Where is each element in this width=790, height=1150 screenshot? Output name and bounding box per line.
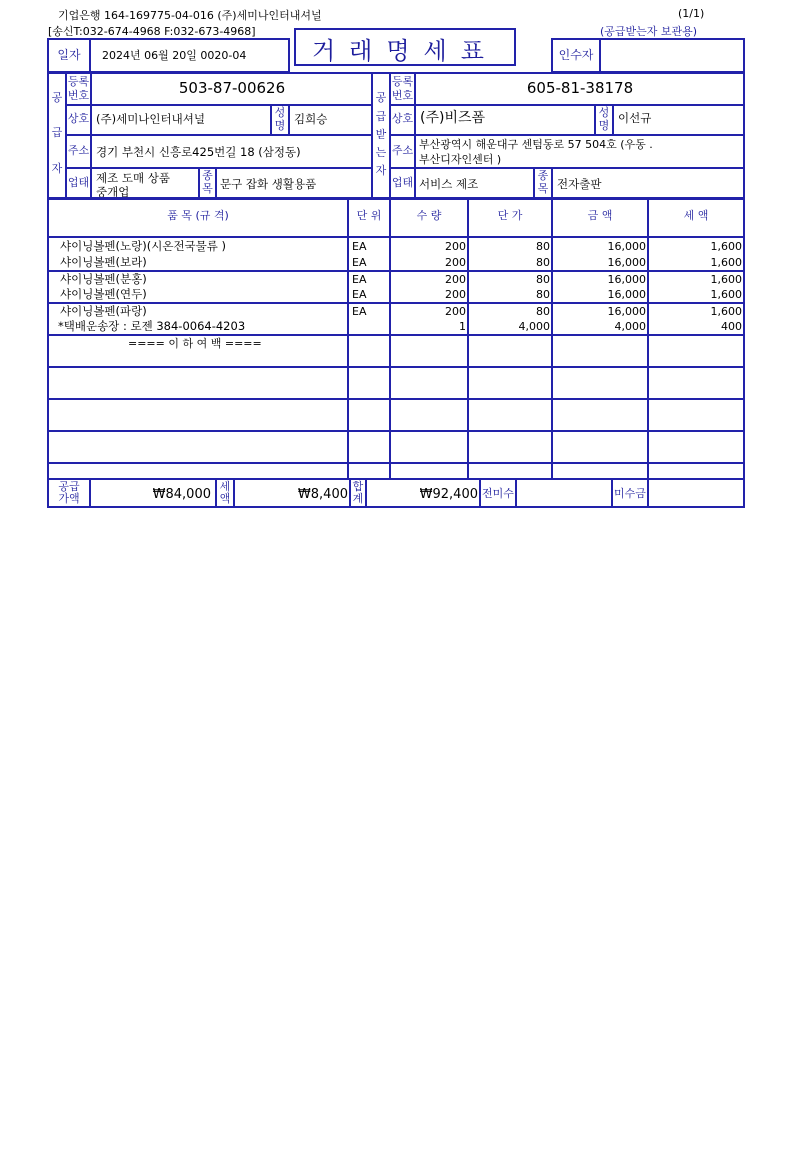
item-price: 80 [536,256,550,269]
buyer-category-label-1: 종 [537,169,549,182]
item-tax: 1,600 [710,273,742,286]
col-unit-header: 단 위 [356,209,382,222]
item-name: 샤이닝볼펜(노랑)(시온전국물류 ) [60,239,227,253]
col-tax-header: 세 액 [683,209,709,222]
buyer-label-5: 자 [375,164,387,177]
page-indicator: (1/1) [678,7,705,20]
item-unit: EA [352,288,367,301]
item-amount: 16,000 [607,256,646,269]
item-tax: 1,600 [710,288,742,301]
buyer-company: (주)비즈폼 [420,110,486,126]
buyer-label-3: 받 [375,128,387,141]
item-name: 샤이닝볼펜(연두) [60,287,147,301]
supplier-label-1: 공 [51,91,63,104]
blank-note: ==== 이 하 여 백 ==== [128,337,262,350]
supplier-reg-number: 503-87-00626 [178,79,286,97]
col-qty-header: 수 량 [416,209,442,222]
buyer-category-label-2: 목 [537,182,549,195]
item-unit: EA [352,256,367,269]
item-name: 샤이닝볼펜(보라) [60,255,147,269]
buyer-address-1: 부산광역시 해운대구 센텀동로 57 504호 (우동 . [419,138,653,151]
item-amount: 16,000 [607,240,646,253]
item-name: 샤이닝볼펜(분홍) [60,272,147,286]
supplier-address-label: 주소 [67,144,90,157]
item-qty: 1 [459,320,466,333]
item-amount: 16,000 [607,305,646,318]
item-tax: 400 [721,320,742,333]
item-name: 샤이닝볼펜(파랑) [60,304,147,318]
date-label: 일자 [57,48,81,62]
item-qty: 200 [445,256,466,269]
bank-account-line: 기업은행 164-169775-04-016 (주)세미나인터내셔널 [58,9,322,22]
grand-total: ₩92,400 [419,487,478,502]
item-qty: 200 [445,288,466,301]
supplier-category-label-2: 목 [202,182,213,195]
col-price-header: 단 가 [497,209,523,222]
buyer-category: 전자출판 [557,177,602,191]
item-qty: 200 [445,305,466,318]
supplier-label-2: 급 [51,126,63,139]
item-tax: 1,600 [710,256,742,269]
item-unit: EA [352,240,367,253]
supplier-label-3: 자 [51,162,63,175]
item-amount: 4,000 [614,320,646,333]
tax-total: ₩8,400 [297,487,348,502]
item-price: 80 [536,288,550,301]
receiver-sign-label: 인수자 [558,48,594,62]
item-price: 80 [536,305,550,318]
buyer-reg-label-2: 번호 [391,89,414,102]
item-qty: 200 [445,273,466,286]
supplier-reg-label-1: 등록 [67,75,90,88]
buyer-label-1: 공 [375,91,387,104]
supplier-business-1: 제조 도매 상품 [96,171,170,185]
item-price: 80 [536,273,550,286]
buyer-reg-number: 605-81-38178 [526,79,634,97]
buyer-address-2: 부산디자인센터 ) [419,153,502,166]
item-tax: 1,600 [710,240,742,253]
col-item-header: 품 목 (규 격) [167,209,229,222]
supplier-business-label: 업태 [67,176,90,189]
supply-value: ₩84,000 [152,487,211,502]
item-name: *택배운송장 : 로젠 384-0064-4203 [58,319,246,333]
unpaid-label: 미수금 [614,487,646,500]
supply-value-label-2: 가액 [58,492,80,505]
supplier-ceo: 김희승 [294,112,328,126]
document-date: 2024년 06월 20일 0020-04 [102,49,247,62]
tax-label-1: 세 [219,480,231,493]
item-amount: 16,000 [607,273,646,286]
buyer-ceo-label-2: 명 [598,119,610,132]
contact-line: [송신T:032-674-4968 F:032-673-4968] [48,25,256,38]
buyer-label-4: 는 [375,146,387,159]
supplier-business-2: 중개업 [96,186,130,197]
tax-label-2: 액 [219,492,231,505]
buyer-ceo: 이선규 [618,111,652,125]
item-tax: 1,600 [710,305,742,318]
copy-note: (공급받는자 보관용) [600,25,698,38]
item-qty: 200 [445,240,466,253]
buyer-company-label: 상호 [391,112,414,125]
item-price: 4,000 [518,320,550,333]
supplier-reg-label-2: 번호 [67,89,90,102]
prev-balance-label: 전미수 [482,487,514,500]
total-label-2: 계 [352,492,364,505]
buyer-address-label: 주소 [391,144,414,157]
buyer-reg-label-1: 등록 [391,75,414,88]
supply-value-label-1: 공급 [58,480,80,493]
buyer-label-2: 급 [375,110,387,123]
total-label-1: 합 [352,480,364,493]
supplier-category: 문구 잡화 생활용품 [220,177,317,191]
col-amount-header: 금 액 [587,209,613,222]
supplier-company-label: 상호 [67,112,90,125]
item-unit: EA [352,273,367,286]
page-title: 거래명세표 [312,37,498,65]
item-amount: 16,000 [607,288,646,301]
buyer-ceo-label-1: 성 [598,106,610,119]
supplier-category-label-1: 종 [202,169,213,182]
item-unit: EA [352,305,367,318]
buyer-business: 서비스 제조 [419,177,479,191]
supplier-address: 경기 부천시 신흥로425번길 18 (삼정동) [96,145,301,159]
supplier-ceo-label-2: 명 [274,119,286,132]
buyer-business-label: 업태 [391,176,414,189]
supplier-company: (주)세미나인터내셔널 [96,112,205,126]
item-price: 80 [536,240,550,253]
supplier-ceo-label-1: 성 [274,106,286,119]
